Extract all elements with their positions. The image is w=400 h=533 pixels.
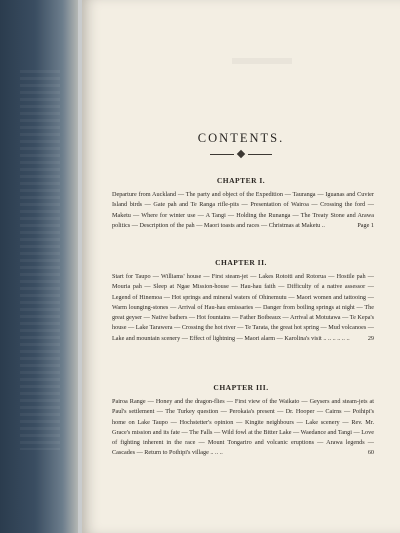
chapter-3-summary (112, 397, 374, 459)
chapter-3-heading: CHAPTER III. (213, 383, 269, 392)
chapter-1-heading: CHAPTER I. (216, 176, 266, 185)
chapter-3-page: 60 (367, 449, 374, 457)
chapter-2-heading: CHAPTER II. (215, 258, 267, 267)
chapter-3-summary-text: Pairoa Range — Honey and the dragon-flies — First view of the Waikato — Geysers and steam-jets at Paul's settlement — The Turkey question — Perokaia's present — Dr. Hooper — Cairns — Poihipi's home on Lake Taupo — Hochstetter's opinion — Kingite neighbours — Lake scenery — Rev. Mr. Grace's mission and its fate — The Falls — Wild fowl at the Bitter Lake — Waedance and Tangi — Love of fighting inherent in the race — Mount Tongariro and volcanic eruptions — Arawa legends — Cascades — Return to Poihipi's village .. .. .. (112, 398, 374, 457)
adjacent-page-edge (0, 0, 78, 533)
chapter-2-page: 29 (367, 334, 374, 342)
chapter-1-page: Page 1 (357, 221, 374, 229)
chapter-2-summary-text: Start for Taupo — Williams' house — First steam-jet — Lakes Rotoiti and Rotorua — Hostile pah — Mouria pah — Sleep at Ngae Mission-house — Hau-hau faith — Difficulty of a native assessor — Legend of Hinemoa — Hot springs and mineral waters of Ohinemutu — Maori women and tattooing — Warm lounging-stones — Arrival of Hau-hau emissaries — Danger from boiling springs at night — The great geyser — Native bathers — Hot fountains — Father Boibeaux — Arrival at Motutawa — Te Kepa's house — Lake Tarawera — Crossing the hot river — Te Tarata, the great hot spring — Mud volcanoes — Lake and mountain scenery — Effect of lightning — Maori alarm — Karolina's visit .. .. .. .. .. .. (112, 273, 374, 342)
contents-title: CONTENTS. (197, 131, 285, 145)
chapter-1-summary-text: Departure from Auckland — The party and object of the Expedition — Tauranga — Iguanas and Cuvier Island birds — Gate pah and Te Ranga rifle-pits — Presentation of Wairoa — Crossing the ford — Maketu — Where for winter use — A Tangi — Holding the Runanga — The Treaty Stone and Arawa politics — Description of the pah — Maori toasts and races — Christmas at Maketu .. (112, 191, 374, 229)
chapter-2-summary (112, 272, 374, 344)
book-page (82, 0, 400, 533)
decorative-rule (210, 150, 272, 160)
chapter-1-summary (112, 190, 374, 231)
faint-header-mark (232, 58, 292, 64)
facing-page-text-shadow (20, 70, 60, 450)
